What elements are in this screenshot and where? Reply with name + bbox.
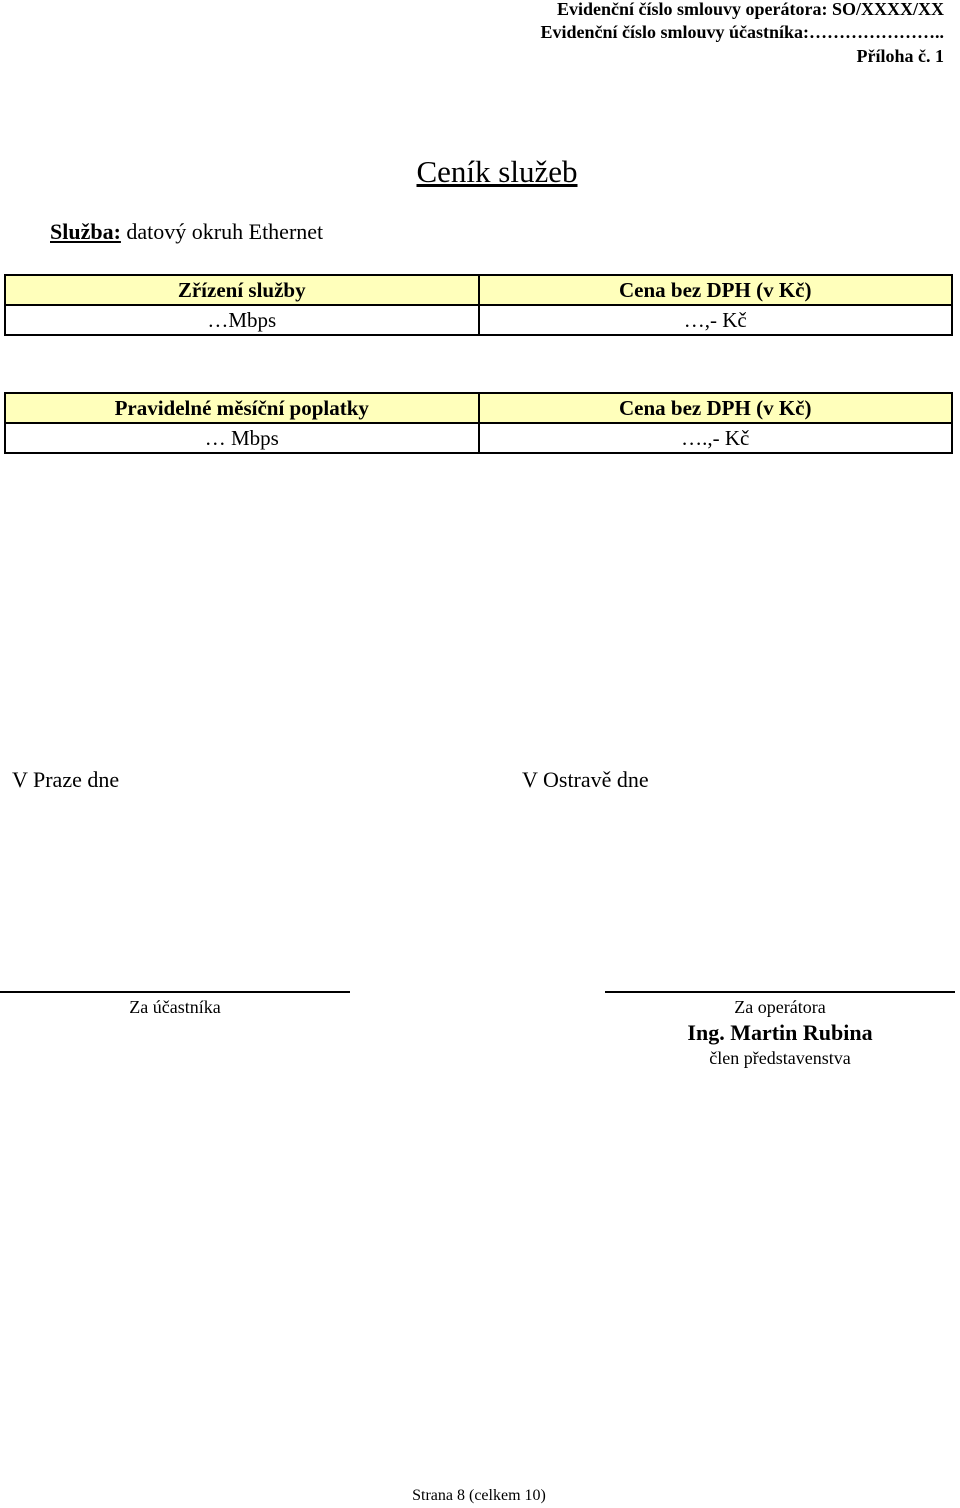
monthly-header-cell: Pravidelné měsíční poplatky	[5, 393, 479, 423]
monthly-price-cell: ….,- Kč	[479, 423, 953, 453]
service-label: Služba:	[50, 219, 121, 244]
subscriber-contract-number: Evidenční číslo smlouvy účastníka:…………………..	[540, 22, 944, 42]
signatory-role: člen představenstva	[709, 1048, 851, 1068]
place-date-left: V Praze dne	[12, 767, 120, 792]
monthly-price-header-cell: Cena bez DPH (v Kč)	[479, 393, 953, 423]
setup-price-cell: …,- Kč	[479, 305, 953, 335]
signature-line-subscriber	[0, 991, 350, 993]
annex-label: Příloha č. 1	[856, 46, 944, 66]
signature-label-subscriber: Za účastníka	[129, 997, 221, 1017]
service-value: datový okruh Ethernet	[126, 219, 324, 244]
signature-label-operator: Za operátora	[734, 997, 826, 1017]
monthly-price-table	[4, 392, 953, 454]
setup-header-cell: Zřízení služby	[5, 275, 479, 305]
signature-line-operator	[605, 991, 955, 993]
page-footer: Strana 8 (celkem 10)	[412, 1487, 546, 1504]
place-date-right: V Ostravě dne	[522, 767, 649, 792]
setup-price-table	[4, 274, 953, 336]
setup-price-header-cell: Cena bez DPH (v Kč)	[479, 275, 953, 305]
signatory-name: Ing. Martin Rubina	[687, 1020, 873, 1045]
monthly-speed-cell: … Mbps	[5, 423, 479, 453]
operator-contract-number: Evidenční číslo smlouvy operátora: SO/XXXX/XX	[557, 0, 944, 19]
page-title: Ceník služeb	[416, 154, 578, 189]
service-line	[50, 218, 323, 246]
setup-speed-cell: …Mbps	[5, 305, 479, 335]
